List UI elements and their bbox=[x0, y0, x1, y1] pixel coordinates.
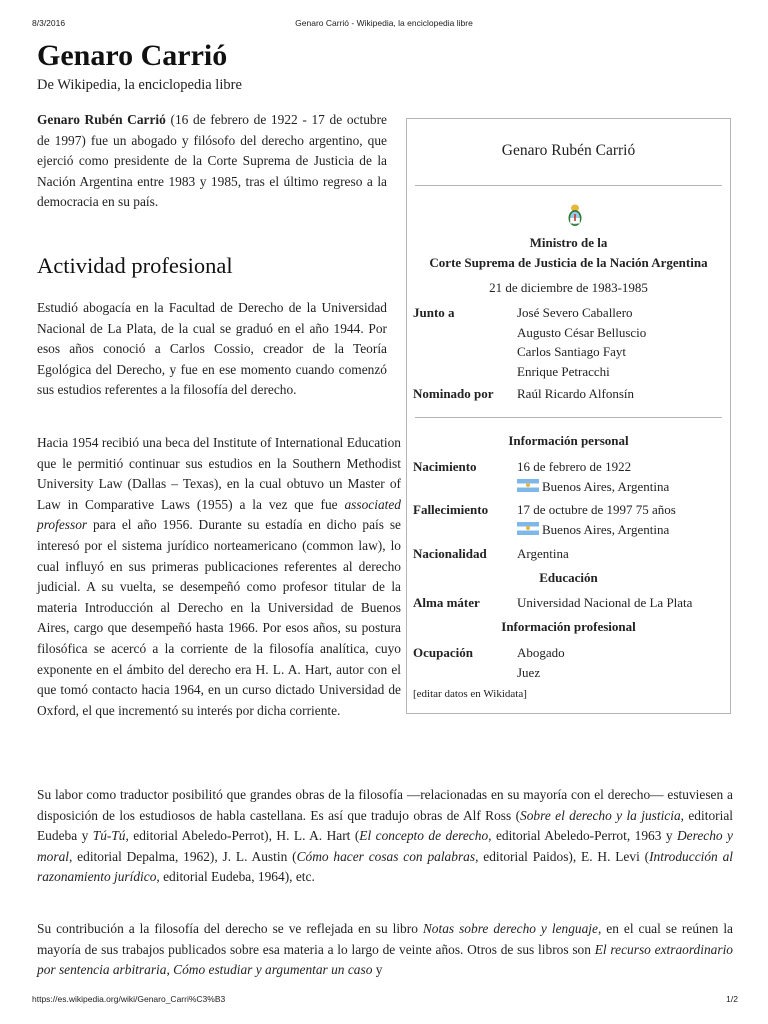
fallecimiento-value bbox=[517, 500, 727, 539]
ocupacion-label: Ocupación bbox=[413, 645, 473, 660]
fallecimiento-label: Fallecimiento bbox=[413, 502, 489, 517]
wikidata-edit-link[interactable]: [editar datos en Wikidata] bbox=[413, 688, 527, 700]
intro-paragraph bbox=[37, 110, 387, 213]
infobox-role-line2: Corte Suprema de Justicia de la Nación Argentina bbox=[429, 255, 708, 270]
italic-run: Cómo hacer cosas con palabras bbox=[296, 848, 476, 864]
nacimiento-place-text[interactable]: Buenos Aires, Argentina bbox=[542, 478, 670, 494]
text-run: Su contribución a la filosofía del derecho se ve reflejada en su libro bbox=[37, 921, 423, 936]
section-heading-actividad: Actividad profesional bbox=[37, 253, 233, 278]
text-run: , editorial Eudeba y bbox=[37, 807, 733, 844]
text-run: , editorial Abeledo-Perrot, 1963 y bbox=[488, 828, 677, 844]
text-run: , editorial Depalma, 1962), J. L. Austin ( bbox=[69, 848, 297, 864]
text-run: para el año 1956. Durante su estadía en dicho país se interesó por el sistema jurídico norteamericano (common law), lo cual influyó en sus primeras publicaciones referentes al derecho judicial. A su vuelta, se desempeñó como profesor titular de la materia Introducción al Derecho en la Universidad de Buenos Aires, cargo que desempeñó hasta 1966. Por esos años, su postura filosófica se acercó a la corriente de la filosofía analítica, cuyo exponente en el ámbito del derecho era H. L. A. Hart, autor con el que tomó contacto hacia 1964, en un curso dictado Universidad de Oxford, el que incrementó su interés por dicha corriente. bbox=[37, 517, 401, 718]
infobox bbox=[406, 118, 731, 714]
fallecimiento-date[interactable]: 17 de octubre de 1997 75 años bbox=[517, 502, 676, 517]
italic-run: Notas sobre derecho y lenguaje bbox=[422, 921, 598, 936]
text-run: , editorial Paidos), E. H. Levi ( bbox=[475, 848, 650, 864]
junto-values bbox=[517, 303, 727, 381]
italic-run: El concepto de derecho bbox=[359, 828, 489, 844]
junto-item[interactable]: José Severo Caballero bbox=[517, 305, 633, 320]
junto-label: Junto a bbox=[413, 305, 455, 320]
nacimiento-label: Nacimiento bbox=[413, 459, 477, 474]
argentina-coat-of-arms-icon bbox=[566, 201, 584, 229]
text-run: , bbox=[166, 962, 174, 978]
infobox-section-profesional: Información profesional bbox=[501, 619, 636, 634]
alma-mater-value[interactable]: Universidad Nacional de La Plata bbox=[517, 595, 693, 610]
print-page-title: Genaro Carrió - Wikipedia, la enciclopedia libre bbox=[295, 18, 473, 28]
junto-item[interactable]: Augusto César Belluscio bbox=[517, 324, 647, 340]
italic-run: associated professor bbox=[37, 496, 401, 533]
text-run: , editorial Eudeba, 1964), etc. bbox=[156, 869, 315, 885]
intro-text: (16 de febrero de 1922 - 17 de octubre de 1997) fue un abogado y filósofo del derecho argentino, que ejerció como presidente de la Corte Suprema de Justicia de la Nación Argentina entre 1983 y 1985, tras el último regreso a la democracia en su país. bbox=[37, 112, 387, 210]
italic-run: Introducción al razonamiento jurídico bbox=[37, 848, 733, 885]
infobox-section-personal: Información personal bbox=[508, 433, 629, 448]
nacimiento-value bbox=[517, 457, 727, 496]
text-run: Su labor como traductor posibilitó que grandes obras de la filosofía —relacionadas en su mayoría con el derecho— estuviesen a disposición de los estudiosos de habla castellana. Es así que tradujo obras de Alf Ross ( bbox=[37, 787, 733, 823]
infobox-title: Genaro Rubén Carrió bbox=[501, 142, 636, 159]
print-page-number: 1/2 bbox=[726, 994, 738, 1004]
paragraph-estudio: Estudió abogacía en la Facultad de Derecho de la Universidad Nacional de La Plata, de la cual se graduó en el año 1944. Por esos años conoció a Carlos Cossio, creador de la Teoría Egológica del Derecho, y fue en ese momento cuando comenzó sus estudios referentes a la filosofía del derecho. bbox=[37, 300, 387, 398]
print-footer bbox=[30, 994, 738, 1006]
nacimiento-date[interactable]: 16 de febrero de 1922 bbox=[517, 459, 632, 474]
paragraph-contribucion bbox=[37, 919, 733, 981]
intro-name: Genaro Rubén Carrió bbox=[37, 112, 166, 127]
print-date: 8/3/2016 bbox=[32, 18, 66, 28]
nacimiento-place[interactable] bbox=[517, 477, 727, 497]
text-run: , editorial Abeledo-Perrot), H. L. A. Hart ( bbox=[125, 828, 360, 844]
nominado-label: Nominado por bbox=[413, 386, 494, 401]
ocupacion-values bbox=[517, 643, 727, 682]
article-title: Genaro Carrió bbox=[37, 39, 228, 72]
ocupacion-item[interactable]: Juez bbox=[517, 664, 541, 680]
infobox-section-educacion: Educación bbox=[539, 570, 598, 585]
italic-run: Cómo estudiar y argumentar un caso bbox=[173, 962, 373, 978]
alma-mater-label: Alma máter bbox=[413, 595, 480, 610]
nacionalidad-label: Nacionalidad bbox=[413, 546, 487, 561]
italic-run: Sobre el derecho y la justicia bbox=[520, 807, 681, 823]
infobox-term-dates: 21 de diciembre de 1983-1985 bbox=[489, 280, 648, 295]
paragraph-labor bbox=[37, 785, 733, 888]
argentina-flag-icon bbox=[517, 479, 539, 492]
print-url: https://es.wikipedia.org/wiki/Genaro_Carri%C3%B3 bbox=[32, 994, 226, 1004]
italic-run: El recurso extraordinario por sentencia arbitraria bbox=[37, 941, 733, 978]
infobox-divider bbox=[415, 417, 722, 418]
junto-item[interactable]: Enrique Petracchi bbox=[517, 363, 610, 379]
text-run: , en el cual se reúnen la mayoría de sus trabajos publicados sobre esa materia a lo largo de veinte años. Otros de sus libros son bbox=[37, 921, 733, 957]
nominado-value[interactable]: Raúl Ricardo Alfonsín bbox=[517, 386, 634, 401]
infobox-divider bbox=[415, 185, 722, 186]
ocupacion-item[interactable]: Abogado bbox=[517, 645, 565, 660]
fallecimiento-place[interactable] bbox=[517, 520, 727, 540]
infobox-role-line1: Ministro de la bbox=[529, 235, 608, 250]
text-run: Hacia 1954 recibió una beca del Institute of International Education que le permitió continuar sus estudios en la Southern Methodist University Law (Dallas – Texas), en la cual obtuvo un Master of Law in Comparative Laws (1955) a la vez que fue bbox=[37, 435, 401, 512]
italic-run: Tú-Tú bbox=[92, 828, 126, 844]
print-header bbox=[30, 18, 738, 30]
argentina-flag-icon bbox=[517, 522, 539, 535]
fallecimiento-place-text[interactable]: Buenos Aires, Argentina bbox=[542, 521, 670, 537]
junto-item[interactable]: Carlos Santiago Fayt bbox=[517, 344, 627, 359]
text-run: y bbox=[372, 962, 383, 978]
italic-run: Derecho y moral bbox=[37, 828, 733, 864]
article-subtitle: De Wikipedia, la enciclopedia libre bbox=[37, 77, 242, 93]
nacionalidad-value[interactable]: Argentina bbox=[517, 546, 569, 561]
